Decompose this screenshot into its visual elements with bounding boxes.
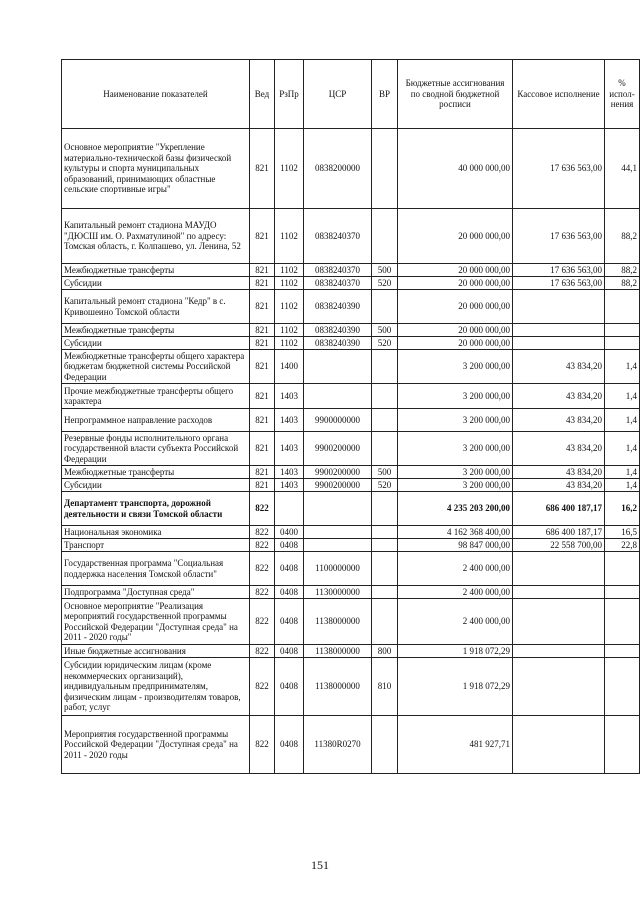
cell-vr — [372, 539, 398, 552]
cell-budget: 20 000 000,00 — [398, 290, 513, 324]
header-csr: ЦСР — [304, 60, 372, 129]
cell-csr: 9900200000 — [304, 479, 372, 492]
cell-cash: 17 636 563,00 — [513, 277, 605, 290]
cell-csr: 1100000000 — [304, 552, 372, 586]
cell-cash — [513, 599, 605, 645]
cell-ved: 822 — [250, 526, 275, 539]
cell-cash: 17 636 563,00 — [513, 209, 605, 264]
cell-vr: 500 — [372, 264, 398, 277]
table-row — [62, 350, 640, 384]
cell-rzpr: 0408 — [275, 552, 304, 586]
cell-csr: 0838240370 — [304, 209, 372, 264]
cell-csr: 1138000000 — [304, 599, 372, 645]
cell-name: Субсидии — [62, 479, 250, 492]
table-row — [62, 324, 640, 337]
cell-budget: 3 200 000,00 — [398, 466, 513, 479]
cell-vr — [372, 350, 398, 384]
table-row — [62, 264, 640, 277]
cell-pct: 22,8 — [605, 539, 640, 552]
cell-csr — [304, 384, 372, 409]
cell-cash — [513, 716, 605, 774]
budget-execution-table — [61, 59, 640, 774]
table-row — [62, 466, 640, 479]
cell-csr: 0838240390 — [304, 324, 372, 337]
cell-pct: 1,4 — [605, 384, 640, 409]
cell-name: Подпрограмма "Доступная среда" — [62, 586, 250, 599]
cell-rzpr: 1102 — [275, 337, 304, 350]
table-row — [62, 337, 640, 350]
cell-budget: 98 847 000,00 — [398, 539, 513, 552]
cell-rzpr: 0408 — [275, 599, 304, 645]
cell-budget: 20 000 000,00 — [398, 324, 513, 337]
table-row — [62, 432, 640, 466]
header-pct: % испол-нения — [605, 60, 640, 129]
table-body — [62, 129, 640, 774]
cell-pct: 16,2 — [605, 492, 640, 526]
cell-budget: 20 000 000,00 — [398, 264, 513, 277]
cell-vr — [372, 432, 398, 466]
cell-rzpr: 1102 — [275, 129, 304, 209]
cell-pct — [605, 324, 640, 337]
cell-csr — [304, 539, 372, 552]
cell-ved: 821 — [250, 479, 275, 492]
cell-cash — [513, 290, 605, 324]
cell-csr: 9900000000 — [304, 409, 372, 432]
table-row — [62, 479, 640, 492]
cell-budget: 3 200 000,00 — [398, 479, 513, 492]
cell-rzpr: 0408 — [275, 658, 304, 716]
cell-pct — [605, 586, 640, 599]
table-header — [62, 60, 640, 129]
table-row — [62, 552, 640, 586]
cell-pct — [605, 716, 640, 774]
cell-ved: 822 — [250, 539, 275, 552]
cell-budget: 3 200 000,00 — [398, 409, 513, 432]
cell-cash: 43 834,20 — [513, 409, 605, 432]
cell-name: Капитальный ремонт стадиона МАУДО "ДЮСШ им. О. Рахматулиной" по адресу: Томская область, г. Колпашево, ул. Ленина, 52 — [62, 209, 250, 264]
cell-vr — [372, 526, 398, 539]
cell-cash: 17 636 563,00 — [513, 129, 605, 209]
cell-csr: 1138000000 — [304, 658, 372, 716]
cell-csr: 1130000000 — [304, 586, 372, 599]
cell-name: Субсидии — [62, 277, 250, 290]
cell-name: Основное мероприятие "Реализация мероприятий государственной программы Российской Федерации "Доступная среда" на 2011 - 2020 годы" — [62, 599, 250, 645]
cell-pct: 1,4 — [605, 432, 640, 466]
header-budget: Бюджетные ассигнования по сводной бюджетной росписи — [398, 60, 513, 129]
cell-pct: 16,5 — [605, 526, 640, 539]
cell-vr: 500 — [372, 324, 398, 337]
cell-ved: 821 — [250, 290, 275, 324]
table-row — [62, 539, 640, 552]
cell-rzpr: 0408 — [275, 645, 304, 658]
cell-vr: 520 — [372, 277, 398, 290]
cell-ved: 821 — [250, 264, 275, 277]
cell-csr: 0838240390 — [304, 337, 372, 350]
table-row — [62, 290, 640, 324]
cell-csr: 0838240390 — [304, 290, 372, 324]
table-row — [62, 277, 640, 290]
cell-vr — [372, 290, 398, 324]
cell-csr — [304, 492, 372, 526]
cell-budget: 3 200 000,00 — [398, 350, 513, 384]
table-row — [62, 384, 640, 409]
cell-name: Иные бюджетные ассигнования — [62, 645, 250, 658]
cell-ved: 821 — [250, 324, 275, 337]
cell-vr — [372, 209, 398, 264]
page-number: 151 — [311, 858, 329, 872]
cell-budget: 3 200 000,00 — [398, 384, 513, 409]
cell-budget: 20 000 000,00 — [398, 277, 513, 290]
cell-rzpr: 1403 — [275, 432, 304, 466]
cell-vr: 500 — [372, 466, 398, 479]
cell-ved: 822 — [250, 599, 275, 645]
table-row — [62, 645, 640, 658]
cell-pct: 1,4 — [605, 466, 640, 479]
cell-ved: 821 — [250, 209, 275, 264]
cell-ved: 821 — [250, 337, 275, 350]
cell-budget: 2 400 000,00 — [398, 552, 513, 586]
cell-csr: 0838240370 — [304, 264, 372, 277]
cell-ved: 822 — [250, 586, 275, 599]
cell-rzpr: 1102 — [275, 264, 304, 277]
table-row — [62, 599, 640, 645]
cell-csr: 0838240370 — [304, 277, 372, 290]
cell-csr: 9900200000 — [304, 466, 372, 479]
cell-cash: 43 834,20 — [513, 384, 605, 409]
cell-pct: 1,4 — [605, 409, 640, 432]
cell-ved: 822 — [250, 645, 275, 658]
cell-name: Транспорт — [62, 539, 250, 552]
cell-vr — [372, 599, 398, 645]
cell-pct — [605, 645, 640, 658]
cell-vr — [372, 586, 398, 599]
cell-name: Департамент транспорта, дорожной деятельности и связи Томской области — [62, 492, 250, 526]
cell-budget: 4 235 203 200,00 — [398, 492, 513, 526]
cell-ved: 822 — [250, 658, 275, 716]
cell-csr: 1138000000 — [304, 645, 372, 658]
cell-pct: 1,4 — [605, 479, 640, 492]
budget-table-page — [61, 59, 640, 774]
cell-pct: 88,2 — [605, 209, 640, 264]
cell-budget: 2 400 000,00 — [398, 586, 513, 599]
cell-rzpr: 1102 — [275, 290, 304, 324]
header-rzpr: РзПр — [275, 60, 304, 129]
cell-rzpr: 1403 — [275, 466, 304, 479]
cell-ved: 821 — [250, 384, 275, 409]
cell-ved: 821 — [250, 277, 275, 290]
cell-rzpr: 1102 — [275, 277, 304, 290]
cell-ved: 821 — [250, 432, 275, 466]
cell-pct: 44,1 — [605, 129, 640, 209]
cell-cash: 43 834,20 — [513, 466, 605, 479]
table-row — [62, 129, 640, 209]
cell-name: Межбюджетные трансферты — [62, 324, 250, 337]
cell-ved: 821 — [250, 466, 275, 479]
cell-budget: 1 918 072,29 — [398, 658, 513, 716]
table-row — [62, 716, 640, 774]
cell-budget: 481 927,71 — [398, 716, 513, 774]
cell-vr: 800 — [372, 645, 398, 658]
cell-pct — [605, 290, 640, 324]
cell-cash — [513, 645, 605, 658]
cell-pct: 1,4 — [605, 350, 640, 384]
cell-ved: 821 — [250, 129, 275, 209]
cell-cash: 17 636 563,00 — [513, 264, 605, 277]
cell-rzpr: 0408 — [275, 539, 304, 552]
cell-cash: 686 400 187,17 — [513, 526, 605, 539]
cell-rzpr: 1403 — [275, 384, 304, 409]
cell-pct — [605, 599, 640, 645]
cell-cash: 43 834,20 — [513, 479, 605, 492]
cell-budget: 40 000 000,00 — [398, 129, 513, 209]
cell-cash: 43 834,20 — [513, 432, 605, 466]
table-row — [62, 586, 640, 599]
cell-name: Прочие межбюджетные трансферты общего характера — [62, 384, 250, 409]
cell-name: Государственная программа "Социальная поддержка населения Томской области" — [62, 552, 250, 586]
cell-name: Национальная экономика — [62, 526, 250, 539]
cell-budget: 2 400 000,00 — [398, 599, 513, 645]
cell-pct — [605, 337, 640, 350]
cell-cash: 686 400 187,17 — [513, 492, 605, 526]
cell-pct — [605, 658, 640, 716]
cell-rzpr: 0400 — [275, 526, 304, 539]
cell-cash — [513, 552, 605, 586]
cell-name: Межбюджетные трансферты общего характера бюджетам бюджетной системы Российской Федерации — [62, 350, 250, 384]
cell-pct: 88,2 — [605, 277, 640, 290]
cell-cash — [513, 337, 605, 350]
cell-rzpr: 1403 — [275, 479, 304, 492]
header-name: Наименование показателей — [62, 60, 250, 129]
table-row — [62, 409, 640, 432]
cell-rzpr: 1102 — [275, 209, 304, 264]
cell-vr — [372, 716, 398, 774]
cell-rzpr — [275, 492, 304, 526]
cell-ved: 821 — [250, 350, 275, 384]
cell-budget: 4 162 368 400,00 — [398, 526, 513, 539]
cell-csr: 11380R0270 — [304, 716, 372, 774]
header-cash: Кассовое исполнение — [513, 60, 605, 129]
cell-pct — [605, 552, 640, 586]
cell-name: Субсидии юридическим лицам (кроме некоммерческих организаций), индивидуальным предпринимателям, физическим лицам - производителям товаров, работ, услуг — [62, 658, 250, 716]
cell-vr — [372, 384, 398, 409]
cell-ved: 822 — [250, 552, 275, 586]
cell-name: Капитальный ремонт стадиона "Кедр" в с. Кривошеино Томской области — [62, 290, 250, 324]
header-vr: ВР — [372, 60, 398, 129]
cell-cash — [513, 324, 605, 337]
cell-vr — [372, 129, 398, 209]
cell-pct: 88,2 — [605, 264, 640, 277]
cell-ved: 822 — [250, 492, 275, 526]
cell-vr: 520 — [372, 479, 398, 492]
cell-rzpr: 1102 — [275, 324, 304, 337]
cell-csr: 0838200000 — [304, 129, 372, 209]
cell-cash — [513, 586, 605, 599]
cell-vr — [372, 552, 398, 586]
cell-name: Мероприятия государственной программы Российской Федерации "Доступная среда" на 2011 - 2020 годы — [62, 716, 250, 774]
table-row — [62, 492, 640, 526]
cell-vr: 810 — [372, 658, 398, 716]
cell-csr — [304, 350, 372, 384]
cell-rzpr: 1403 — [275, 409, 304, 432]
cell-cash: 43 834,20 — [513, 350, 605, 384]
cell-budget: 20 000 000,00 — [398, 337, 513, 350]
cell-budget: 3 200 000,00 — [398, 432, 513, 466]
table-row — [62, 658, 640, 716]
cell-rzpr: 0408 — [275, 586, 304, 599]
cell-ved: 822 — [250, 716, 275, 774]
cell-csr — [304, 526, 372, 539]
header-ved: Вед — [250, 60, 275, 129]
cell-rzpr: 1400 — [275, 350, 304, 384]
cell-name: Непрограммное направление расходов — [62, 409, 250, 432]
cell-vr — [372, 409, 398, 432]
cell-vr: 520 — [372, 337, 398, 350]
cell-csr: 9900200000 — [304, 432, 372, 466]
cell-name: Межбюджетные трансферты — [62, 264, 250, 277]
cell-ved: 821 — [250, 409, 275, 432]
cell-cash — [513, 658, 605, 716]
table-row — [62, 526, 640, 539]
cell-vr — [372, 492, 398, 526]
cell-budget: 20 000 000,00 — [398, 209, 513, 264]
table-row — [62, 209, 640, 264]
cell-name: Субсидии — [62, 337, 250, 350]
cell-name: Межбюджетные трансферты — [62, 466, 250, 479]
cell-rzpr: 0408 — [275, 716, 304, 774]
cell-cash: 22 558 700,00 — [513, 539, 605, 552]
cell-budget: 1 918 072,29 — [398, 645, 513, 658]
cell-name: Основное мероприятие "Укрепление материально-технической базы физической культуры и спорта муниципальных образований, принимающих областные сельские спортивные игры" — [62, 129, 250, 209]
cell-name: Резервные фонды исполнительного органа государственной власти субъекта Российской Федерации — [62, 432, 250, 466]
